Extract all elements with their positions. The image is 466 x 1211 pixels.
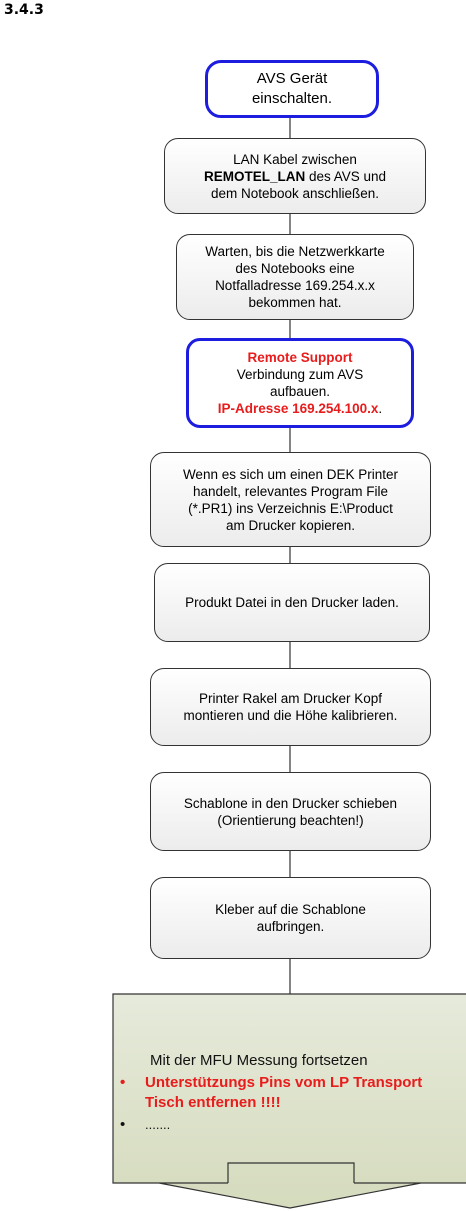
step-insert-stencil bbox=[150, 772, 431, 851]
step-text: bekommen hat. bbox=[248, 295, 342, 310]
step-text: . bbox=[378, 401, 383, 416]
remote-support-label: Remote Support bbox=[247, 350, 353, 365]
bullet-text: ....... bbox=[145, 1117, 171, 1132]
step-apply-adhesive bbox=[150, 877, 431, 959]
section-number: 3.4.3 bbox=[4, 2, 44, 18]
interface-name: REMOTEL_LAN bbox=[203, 168, 306, 184]
step-text: aufbringen. bbox=[256, 919, 325, 934]
step-text: montieren und die Höhe kalibrieren. bbox=[183, 708, 398, 723]
step-copy-program-file bbox=[150, 452, 431, 547]
step-text: AVS Gerät bbox=[256, 70, 328, 87]
step-text: dem Notebook anschließen. bbox=[210, 185, 380, 201]
step-wait-network bbox=[176, 234, 414, 320]
final-step-content bbox=[120, 1052, 465, 1135]
step-text: Printer Rakel am Drucker Kopf bbox=[198, 691, 383, 706]
step-text: des AVS und bbox=[305, 168, 387, 184]
step-remote-support bbox=[186, 338, 414, 428]
step-mount-squeegee bbox=[150, 668, 431, 746]
final-step-title: Mit der MFU Messung fortsetzen bbox=[150, 1052, 368, 1069]
step-text: Produkt Datei in den Drucker laden. bbox=[185, 595, 399, 610]
step-text: handelt, relevantes Program File bbox=[192, 483, 389, 499]
step-text: Schablone in den Drucker schieben bbox=[183, 795, 398, 811]
step-text: Warten, bis die Netzwerkkarte bbox=[205, 244, 385, 259]
bullet-text: Unterstützungs Pins vom LP Transport Tisch entfernen !!!! bbox=[145, 1074, 423, 1111]
final-step-bullet bbox=[120, 1115, 465, 1135]
step-text: am Drucker kopieren. bbox=[225, 517, 356, 533]
step-text: Wenn es sich um einen DEK Printer bbox=[182, 466, 399, 482]
step-text: (Orientierung beachten!) bbox=[217, 812, 364, 828]
step-text-line bbox=[218, 400, 382, 417]
step-text: Kleber auf die Schablone bbox=[215, 902, 366, 917]
step-text: des Notebooks eine bbox=[235, 261, 355, 276]
step-load-product-file bbox=[154, 563, 430, 642]
step-connect-lan bbox=[164, 138, 426, 214]
step-text: einschalten. bbox=[251, 90, 333, 107]
step-text: Notfalladresse 169.254.x.x bbox=[215, 278, 375, 293]
step-text: Verbindung zum AVS bbox=[236, 367, 364, 382]
final-step-bullet bbox=[120, 1073, 465, 1113]
step-text: (*.PR1) ins Verzeichnis E:\Product bbox=[188, 500, 393, 516]
bullet-icon: • bbox=[120, 1074, 126, 1091]
bullet-icon: • bbox=[120, 1116, 126, 1133]
ip-address: IP-Adresse 169.254.100.x bbox=[217, 401, 379, 416]
step-text: LAN Kabel zwischen bbox=[233, 151, 357, 167]
step-text-line bbox=[204, 168, 386, 185]
step-power-on bbox=[205, 60, 379, 118]
step-text: aufbauen. bbox=[269, 384, 331, 399]
